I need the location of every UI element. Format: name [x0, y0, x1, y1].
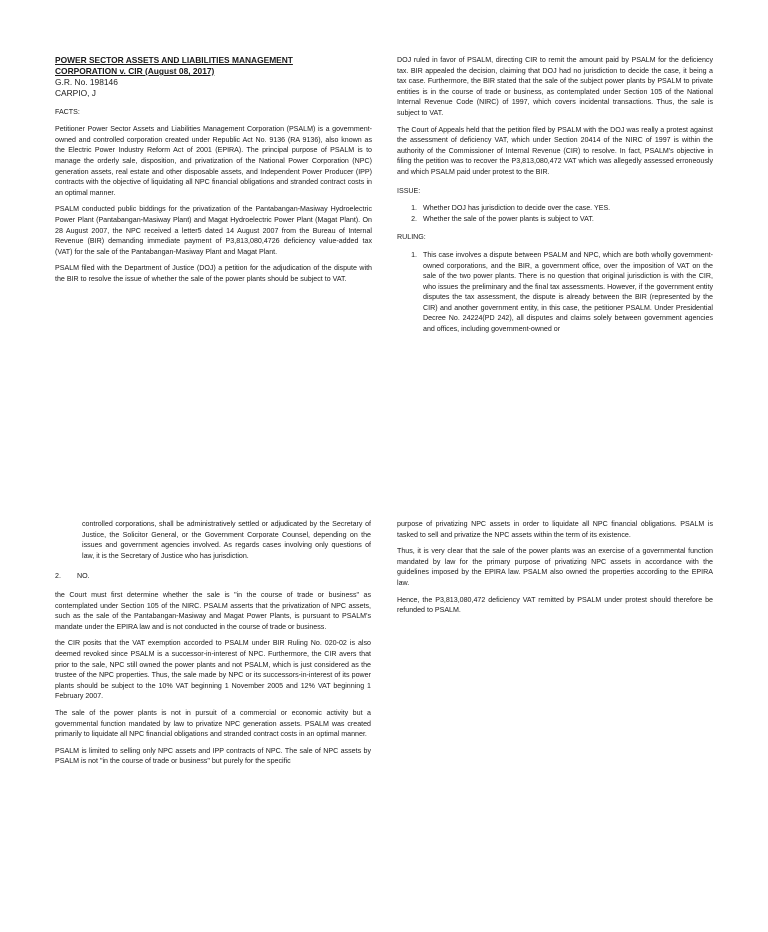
page2-right-column	[397, 519, 713, 622]
ruling-paragraph: PSALM is limited to selling only NPC assets and IPP contracts of NPC. The sale of NPC assets by PSALM is not "in the course of trade or business" but purely for the specific	[55, 746, 371, 766]
facts-paragraph: DOJ ruled in favor of PSALM, directing CIR to remit the amount paid by PSALM for the deficiency tax. BIR appealed the decision, claiming that DOJ had no jurisdiction to decide the case, it being a tax case. Furthermore, the BIR stated that the sale of the subject power plants by PSALM to private entities is in the course of trade or business, as contemplated under Section 105 of the National Internal Revenue Code (NIRC) of 1997, which covers incidental transactions. Thus, the sale is subject to VAT.	[397, 56, 713, 117]
ruling-item-2-text: NO.	[77, 572, 90, 581]
case-title	[55, 55, 372, 77]
facts-label: FACTS:	[55, 107, 80, 116]
page2-left-column	[55, 519, 371, 773]
ruling-paragraph: The sale of the power plants is not in pursuit of a commercial or economic activity but a governmental function mandated by law to privatize NPC generation assets. PSALM was created primarily to liquidate all NPC financial obligations and stranded contract costs in an optimal manner.	[55, 708, 371, 739]
page1-left-column	[55, 55, 372, 291]
gr-number: G.R. No. 198146	[55, 77, 118, 87]
facts-paragraph: The Court of Appeals held that the petition filed by PSALM with the DOJ was really a protest against the assessment of deficiency VAT, which under Section 20414 of the NIRC of 1997 is within the authority of the Commissioner of Internal Revenue (CIR) to resolve. In fact, PSALM's objective in filing the petition was to recover the P3,813,080,472 VAT which was allegedly assessed erroneously and which PSALM paid under protest to the BIR.	[397, 125, 713, 176]
ruling-paragraph: purpose of privatizing NPC assets in order to liquidate all NPC financial obligations. PSALM is tasked to sell and privatize the NPC assets within the term of its existence.	[397, 520, 713, 539]
issue-list	[397, 203, 713, 224]
ruling-item-1: 1. This case involves a dispute between PSALM and NPC, which are both wholly government- owned corporations, and the BIR, a government office, over the imposition of VAT on the sale of the two power plants. There is no question that original jurisdiction is with the CIR, who issues the preliminary and the final tax assessments. However, if the government entity disputes the tax assessment, the dispute is already between the BIR (represented by the CIR) and another government entity, in this case, the petitioner PSALM. Under Presidential Decree No. 24224(PD 242), all disputes and claims solely between government agencies and offices, including government-owned or	[419, 250, 713, 335]
ruling-item-1-continued: controlled corporations, shall be administratively settled or adjudicated by the Secretary of Justice, the Solicitor General, or the Government Corporate Counsel, depending on the issues and government agencies involved. As regards cases involving only questions of law, it is the Secretary of Justice who has jurisdiction.	[82, 520, 371, 560]
facts-paragraph: PSALM filed with the Department of Justice (DOJ) a petition for the adjudication of the dispute with the BIR to resolve the issue of whether the sale of the power plants should be subject to VAT.	[55, 264, 372, 283]
issue-item: 1. Whether DOJ has jurisdiction to decide over the case. YES.	[419, 203, 713, 214]
ruling-item-2-number: 2.	[55, 572, 61, 581]
ruling-label: RULING:	[397, 233, 426, 242]
ruling-paragraph: the Court must first determine whether the sale is "in the course of trade or business" as contemplated under Section 105 of the NIRC. PSALM asserts that the privatization of NPC assets, such as the sale of the Pantabangan-Masiway and Magat Power Plants, is pursuant to PSALM's mandate under the EPIRA law and is not conducted in the course of trade or business.	[55, 590, 371, 631]
ruling-list	[397, 250, 713, 335]
ponente: CARPIO, J	[55, 87, 96, 98]
ruling-paragraph: Thus, it is very clear that the sale of the power plants was an exercise of a governmental function mandated by law for the primary purpose of privatizing NPC assets in accordance with the guidelines imposed by the EPIRA law. PSALM also owned the properties according to the EPIRA law.	[397, 547, 713, 587]
issue-item: 2. Whether the sale of the power plants is subject to VAT.	[419, 214, 713, 225]
issue-label: ISSUE:	[397, 186, 421, 195]
ruling-item-2	[55, 571, 371, 582]
facts-paragraph: PSALM conducted public biddings for the privatization of the Pantabangan-Masiway Hydroelectric Power Plant (Pantabangan-Masiway Plant) and Magat Hydroelectric Power Plant (Magat Plant). On 28 August 2007, the NPC received a letter5 dated 14 August 2007 from the Bureau of Internal Revenue (BIR) demanding immediate payment of P3,813,080,4726 deficiency value-added tax (VAT) for the sale of the Pantabangan-Masiway Plant and Magat Plant.	[55, 205, 372, 256]
ruling-paragraph: Hence, the P3,813,080,472 deficiency VAT remitted by PSALM under protest should therefore be refunded to PSALM.	[397, 595, 713, 615]
ruling-paragraph: the CIR posits that the VAT exemption accorded to PSALM under BIR Ruling No. 020-02 is also deemed revoked since PSALM is a successor-in-interest of NPC. Furthermore, the CIR avers that prior to the sale, NPC still owned the power plants and not PSALM, which is just considered as the trustee of the NPC properties. Thus, the sale made by NPC or its successors-in-interest of its power plants should be subject to the 10% VAT beginning 1 November 2005 and 12% VAT beginning 1 February 2007.	[55, 639, 371, 701]
facts-paragraph: Petitioner Power Sector Assets and Liabilities Management Corporation (PSALM) is a government-owned and controlled corporation created under Republic Act No. 9136 (RA 9136), also known as the Electric Power Industry Reform Act of 2001 (EPIRA). The principal purpose of PSALM is to manage the orderly sale, disposition, and privatization of the National Power Corporation (NPC) generation assets, real estate and other disposable assets, and Independent Power Producer (IPP) contracts with the objective of liquidating all NPC financial obligations and stranded contract costs in an optimal manner.	[55, 125, 372, 197]
case-title-line1: POWER SECTOR ASSETS AND LIABILITIES MANAGEMENT	[55, 55, 293, 65]
case-title-line2: CORPORATION v. CIR (August 08, 2017)	[55, 66, 215, 76]
page1-right-column	[397, 55, 713, 341]
